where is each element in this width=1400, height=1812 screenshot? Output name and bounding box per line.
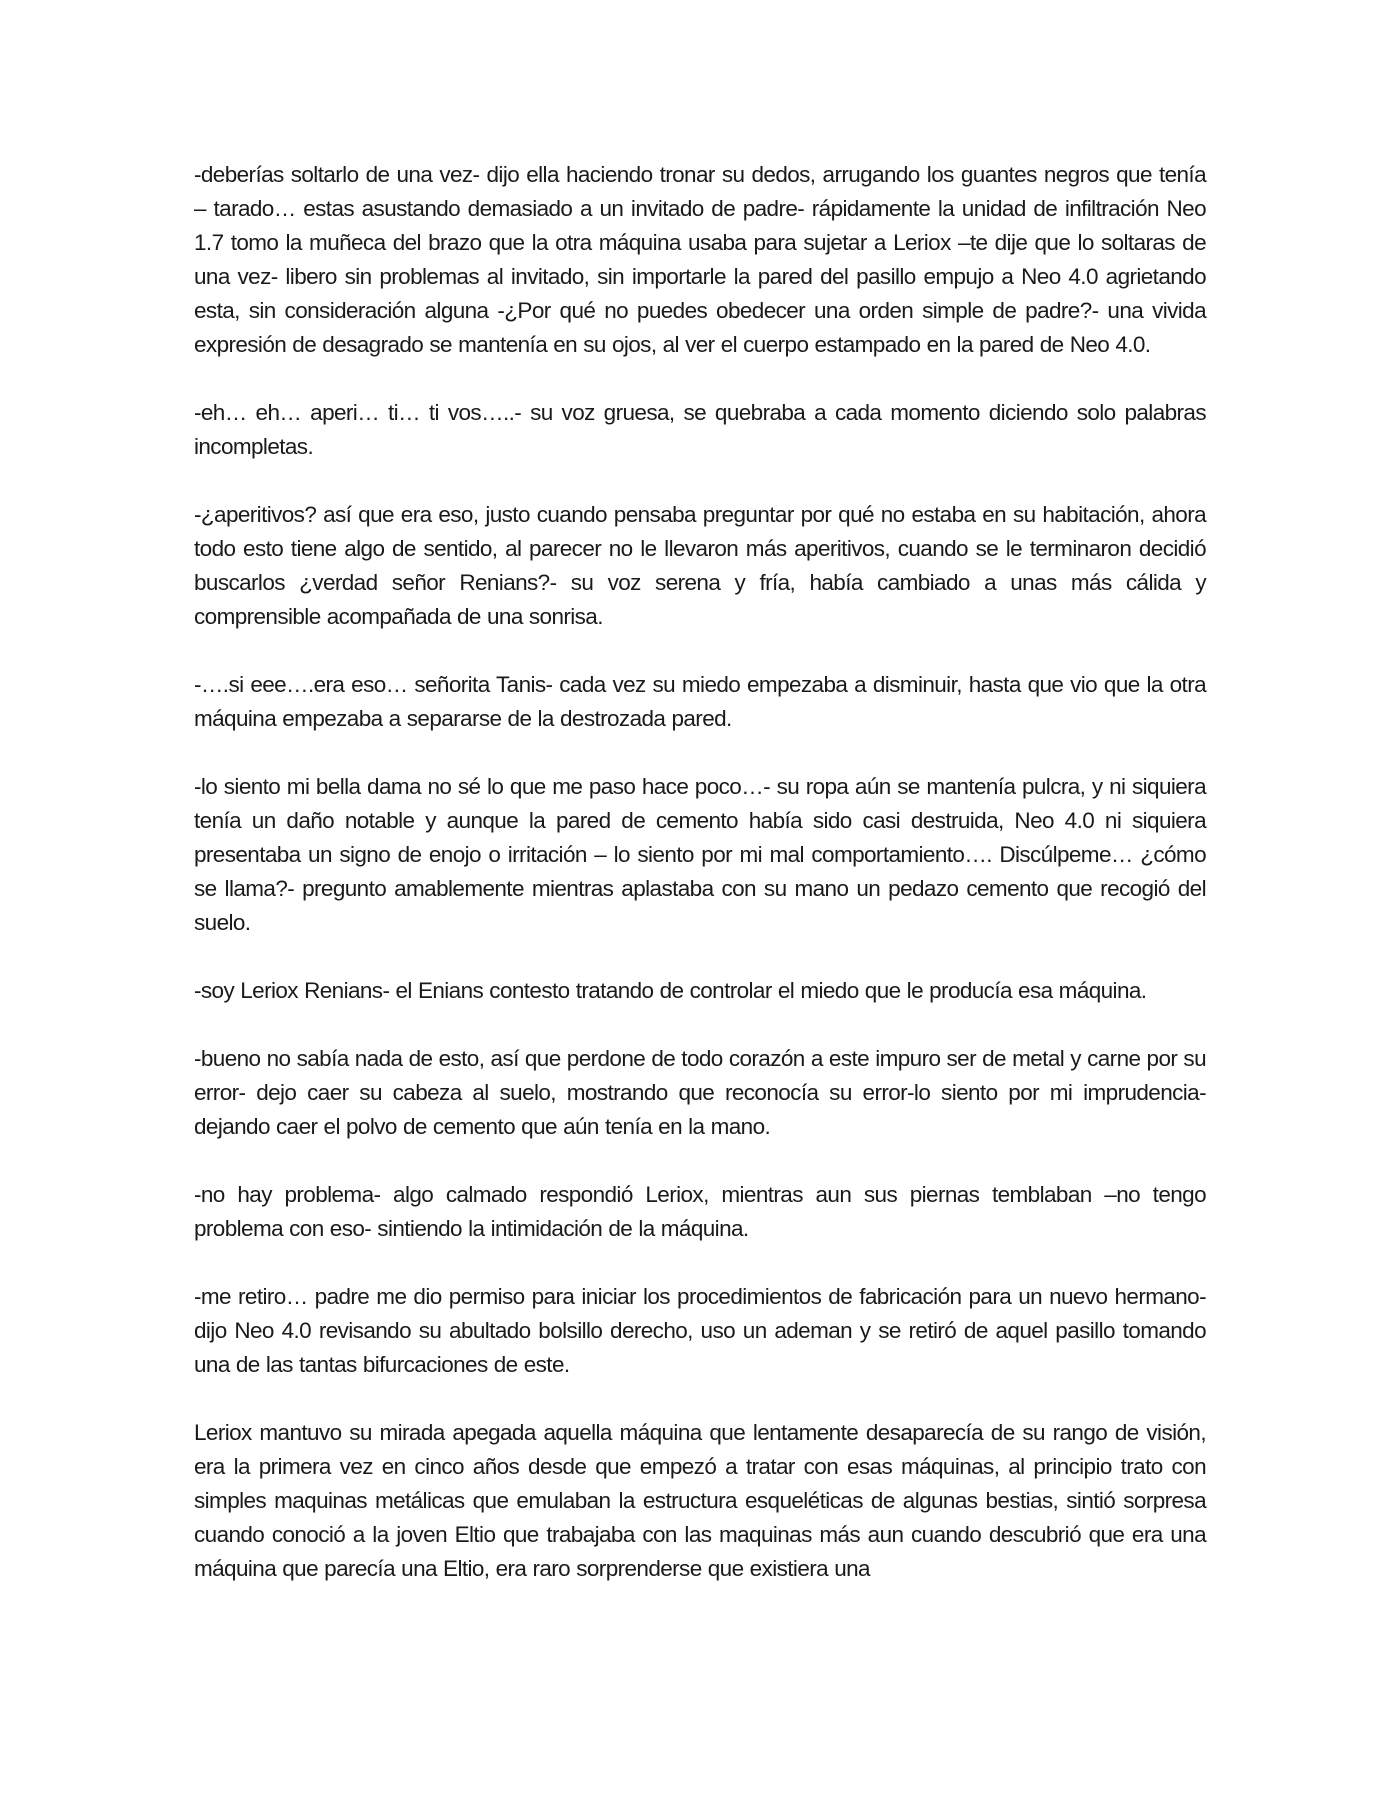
paragraph: -eh… eh… aperi… ti… ti vos…..- su voz gruesa, se quebraba a cada momento diciendo solo palabras incompletas.	[194, 400, 1206, 459]
paragraph: -me retiro… padre me dio permiso para iniciar los procedimientos de fabricación para un nuevo hermano- dijo Neo 4.0 revisando su abultado bolsillo derecho, uso un ademan y se retiró de aquel pasillo tomando una de las tantas bifurcaciones de este.	[194, 1284, 1206, 1377]
paragraph: -¿aperitivos? así que era eso, justo cuando pensaba preguntar por qué no estaba en su habitación, ahora todo esto tiene algo de sentido, al parecer no le llevaron más aperitivos, cuando se le terminaron decidió buscarlos ¿verdad señor Renians?- su voz serena y fría, había cambiado a unas más cálida y comprensible acompañada de una sonrisa.	[194, 502, 1206, 629]
paragraph: -bueno no sabía nada de esto, así que perdone de todo corazón a este impuro ser de metal y carne por su error- dejo caer su cabeza al suelo, mostrando que reconocía su error-lo siento por mi imprudencia- dejando caer el polvo de cemento que aún tenía en la mano.	[194, 1046, 1206, 1139]
paragraph: -lo siento mi bella dama no sé lo que me paso hace poco…- su ropa aún se mantenía pulcra, y ni siquiera tenía un daño notable y aunque la pared de cemento había sido casi destruida, Neo 4.0 ni siquiera presentaba un signo de enojo o irritación – lo siento por mi mal comportamiento…. Discúlpeme… ¿cómo se llama?- pregunto amablemente mientras aplastaba con su mano un pedazo cemento que recogió del suelo.	[194, 774, 1206, 935]
document-body	[194, 158, 1206, 1586]
paragraph: Leriox mantuvo su mirada apegada aquella máquina que lentamente desaparecía de su rango de visión, era la primera vez en cinco años desde que empezó a tratar con esas máquinas, al principio trato con simples maquinas metálicas que emulaban la estructura esqueléticas de algunas bestias, sintió sorpresa cuando conoció a la joven Eltio que trabajaba con las maquinas más aun cuando descubrió que era una máquina que parecía una Eltio, era raro sorprenderse que existiera una	[194, 1420, 1206, 1581]
paragraph: -deberías soltarlo de una vez- dijo ella haciendo tronar su dedos, arrugando los guantes negros que tenía – tarado… estas asustando demasiado a un invitado de padre- rápidamente la unidad de infiltración Neo 1.7 tomo la muñeca del brazo que la otra máquina usaba para sujetar a Leriox –te dije que lo soltaras de una vez- libero sin problemas al invitado, sin importarle la pared del pasillo empujo a Neo 4.0 agrietando esta, sin consideración alguna -¿Por qué no puedes obedecer una orden simple de padre?- una vivida expresión de desagrado se mantenía en su ojos, al ver el cuerpo estampado en la pared de Neo 4.0.	[194, 162, 1206, 357]
paragraph: -no hay problema- algo calmado respondió Leriox, mientras aun sus piernas temblaban –no tengo problema con eso- sintiendo la intimidación de la máquina.	[194, 1182, 1206, 1241]
paragraph: -….si eee….era eso… señorita Tanis- cada vez su miedo empezaba a disminuir, hasta que vio que la otra máquina empezaba a separarse de la destrozada pared.	[194, 672, 1206, 731]
paragraph: -soy Leriox Renians- el Enians contesto tratando de controlar el miedo que le producía esa máquina.	[194, 978, 1147, 1003]
